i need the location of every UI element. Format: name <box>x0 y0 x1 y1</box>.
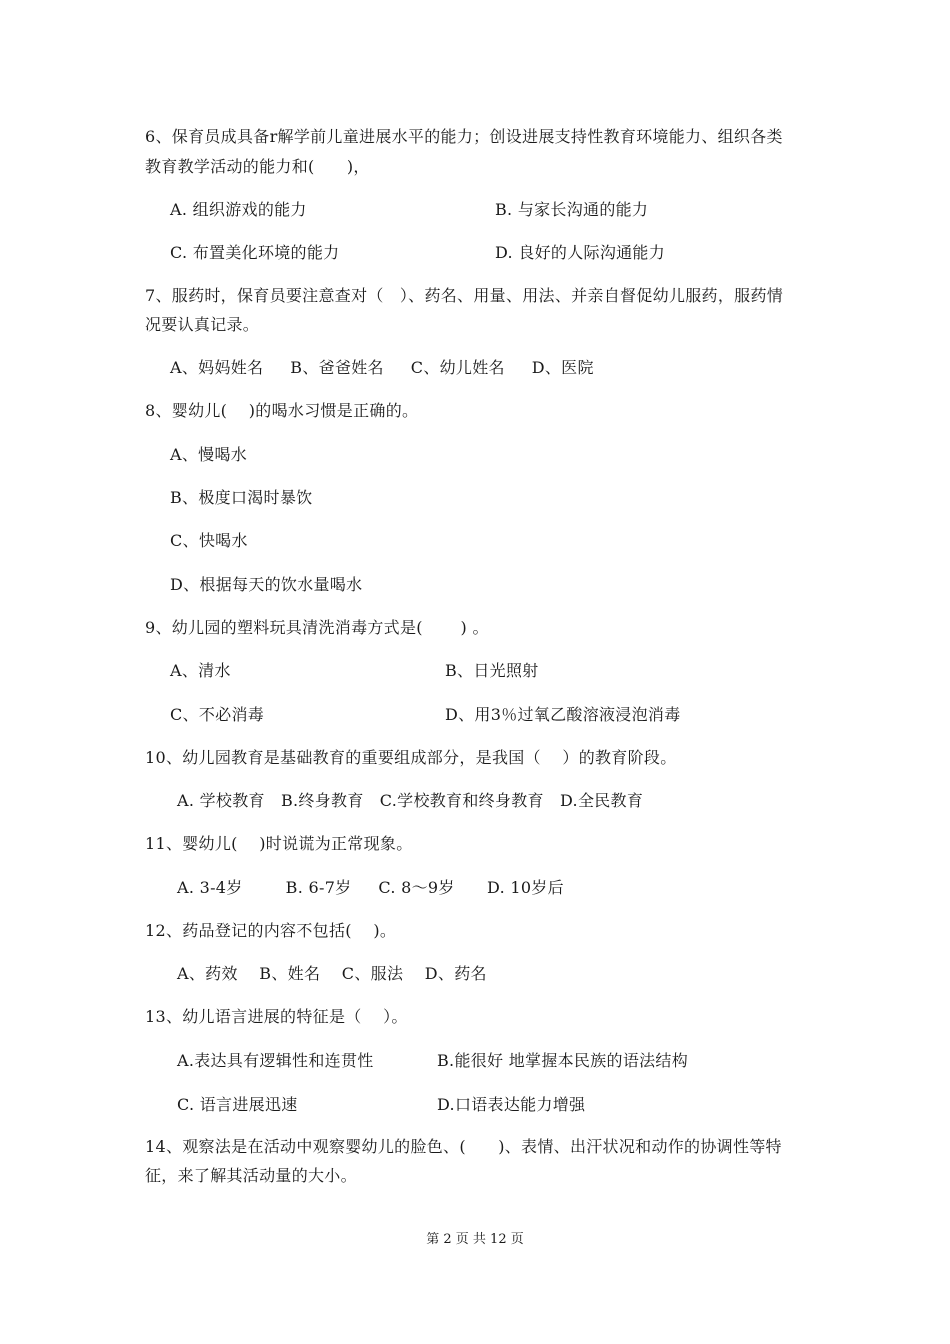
question-6-option-d: D. 良好的人际沟通能力 <box>495 243 666 262</box>
question-9-option-b: B、日光照射 <box>445 661 539 680</box>
question-8-option-d: D、根据每天的饮水量喝水 <box>170 575 363 594</box>
question-11-options: A. 3-4岁 B. 6-7岁 C. 8～9岁 D. 10岁后 <box>177 878 564 897</box>
question-6-option-c: C. 布置美化环境的能力 <box>170 243 340 262</box>
question-14-line-2: 征，来了解其活动量的大小。 <box>145 1166 357 1185</box>
page-number-footer: 第 2 页 共 12 页 <box>426 1232 524 1247</box>
question-6-line-2: 教育教学活动的能力和( )， <box>145 157 370 176</box>
question-9-option-c: C、不必消毒 <box>170 705 265 724</box>
question-6-option-a: A. 组织游戏的能力 <box>170 200 307 219</box>
question-11-line-1: 11、婴幼儿( )时说谎为正常现象。 <box>145 834 413 853</box>
question-7-line-2: 况要认真记录。 <box>145 315 260 334</box>
question-10-options: A. 学校教育 B.终身教育 C.学校教育和终身教育 D.全民教育 <box>177 791 644 810</box>
question-14-line-1: 14、观察法是在活动中观察婴幼儿的脸色、( )、表情、出汗状况和动作的协调性等特 <box>145 1137 782 1156</box>
question-9-line-1: 9、幼儿园的塑料玩具清洗消毒方式是( ) 。 <box>145 618 489 637</box>
question-8-line-1: 8、婴幼儿( )的喝水习惯是正确的。 <box>145 401 419 420</box>
question-13-line-1: 13、幼儿语言进展的特征是（ ）。 <box>145 1007 408 1026</box>
question-7-line-1: 7、服药时，保育员要注意查对（ ）、药名、用量、用法、并亲自督促幼儿服药，服药情 <box>145 286 784 305</box>
question-13-option-c: C. 语言进展迅速 <box>177 1095 298 1114</box>
question-8-option-c: C、快喝水 <box>170 531 248 550</box>
question-7-options: A、妈妈姓名 B、爸爸姓名 C、幼儿姓名 D、医院 <box>170 358 594 377</box>
question-13-option-b: B.能很好 地掌握本民族的语法结构 <box>437 1051 689 1070</box>
question-8-option-a: A、慢喝水 <box>170 445 248 464</box>
question-8-option-b: B、极度口渴时暴饮 <box>170 488 313 507</box>
question-13-option-a: A.表达具有逻辑性和连贯性 <box>177 1051 374 1070</box>
question-6-line-1: 6、保育员成具备r解学前儿童进展水平的能力；创设进展支持性教育环境能力、组织各类 <box>145 127 783 146</box>
question-9-option-a: A、清水 <box>170 661 231 680</box>
question-12-line-1: 12、药品登记的内容不包括( )。 <box>145 921 397 940</box>
question-9-option-d: D、用3％过氧乙酸溶液浸泡消毒 <box>445 705 681 724</box>
question-12-options: A、药效 B、姓名 C、服法 D、药名 <box>177 964 487 983</box>
question-13-option-d: D.口语表达能力增强 <box>437 1095 586 1114</box>
question-6-option-b: B. 与家长沟通的能力 <box>495 200 649 219</box>
question-10-line-1: 10、幼儿园教育是基础教育的重要组成部分，是我国（ ）的教育阶段。 <box>145 748 677 767</box>
